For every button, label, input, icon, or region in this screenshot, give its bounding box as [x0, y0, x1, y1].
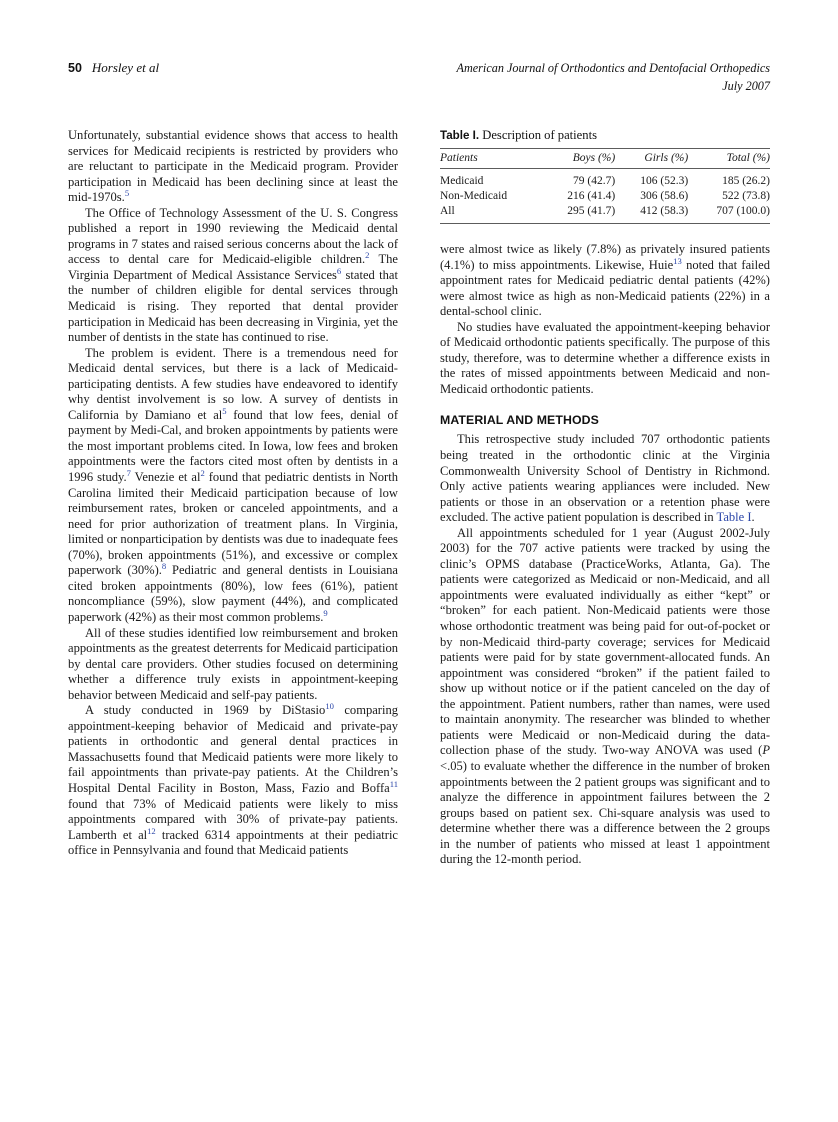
table-1-block: [440, 128, 770, 224]
paragraph-purpose: No studies have evaluated the appointment-keeping behavior of Medicaid orthodontic patients specifically. The purpose of this study, therefore, was to determine whether a difference exists in the rates of missed appointments between Medicaid and non-Medicaid orthodontic patients.: [440, 319, 770, 396]
statistic-symbol: P: [762, 743, 770, 758]
table-description-of-patients: [440, 148, 770, 224]
reference-marker[interactable]: 9: [323, 607, 328, 618]
running-head-left: [68, 60, 159, 76]
table-cell-total: 707 (100.0): [688, 204, 770, 224]
table-cell-total: 185 (26.2): [722, 175, 770, 187]
paragraph-ota-text-c: stated that the number of children eligible for dental services through Medicaid is rising. They reported that dental provider participation in Medicaid has been decreasing in Virginia, yet the number of dentists in the state has continued to rise.: [68, 267, 398, 345]
column-left: [68, 128, 398, 859]
paragraph-study-population: [440, 432, 770, 525]
reference-marker[interactable]: 5: [124, 188, 130, 199]
paragraph-problem-text-b: found that low fees, denial of payment by Medi-Cal, and broken appointments by patients were the most important problems cited. In Iowa, low fees and broken appointments were the factors cited most often by dentists in a 1996 study.: [68, 407, 398, 485]
issue-date: July 2007: [722, 78, 770, 93]
table-row: [440, 169, 770, 189]
reference-marker[interactable]: 10: [325, 701, 334, 712]
table-cell-boys: 295 (41.7): [542, 204, 615, 224]
reference-marker[interactable]: 2: [200, 467, 205, 478]
reference-marker[interactable]: 6: [336, 265, 342, 276]
table-caption: [440, 128, 770, 143]
reference-marker[interactable]: 5: [222, 405, 227, 416]
table-1-link[interactable]: Table I: [716, 510, 752, 525]
running-head-right: [457, 60, 770, 95]
paragraph-distasio-text-c: found that 73% of Medicaid patients were likely to miss appointments compared with 30% of private-pay patients. Lamberth et al: [68, 796, 398, 842]
paragraph-problem: [68, 346, 398, 626]
paragraph-methods-text-b: <.05) to evaluate whether the difference in the number of broken appointments between the 2 patient groups was significant and to analyze the difference in appointment failures between the 2 groups based on patient sex. Chi-square analysis was used to determine whether there was a difference between the 2 groups in the number of patients who missed at least 1 appointment during the 12-month period.: [440, 758, 770, 867]
table-body: [440, 169, 770, 224]
table-cell-group: Non-Medicaid: [440, 190, 508, 202]
table-row: [440, 204, 770, 224]
table-caption-text: Description of patients: [482, 128, 597, 142]
running-head-authors: Horsley et al: [91, 60, 160, 75]
paragraph-huie-text-a: were almost twice as likely (7.8%) as privately insured patients (4.1%) to miss appointments. Likewise, Huie: [440, 242, 770, 272]
table-cell-girls: 412 (58.3): [615, 204, 688, 224]
table-label: Table I.: [440, 129, 480, 142]
table-cell-girls: 106 (52.3): [640, 175, 689, 187]
paragraph-ota-text-b: The Virginia Department of Medical Assistance Services: [68, 252, 398, 282]
table-cell-boys: 216 (41.4): [567, 190, 616, 202]
table-row: [440, 189, 770, 204]
table-header-row: [440, 149, 770, 169]
paragraph-distasio-text-d: tracked 6314 appointments at their pediatric office in Pennsylvania and found that Medicaid patients: [68, 827, 398, 858]
paragraph-problem-text-c: Venezie et al: [130, 470, 201, 485]
paragraph-distasio-text-a: A study conducted in 1969 by DiStasio: [85, 703, 326, 718]
table-header-boys: Boys (%): [542, 149, 615, 169]
reference-marker[interactable]: 2: [365, 250, 370, 261]
reference-marker[interactable]: 8: [161, 561, 167, 572]
two-column-body: [68, 128, 770, 1088]
paragraph-distasio: [68, 703, 398, 858]
page-number: 50: [68, 61, 82, 75]
table-header-girls: Girls (%): [615, 149, 688, 169]
paragraph-intro-text: Unfortunately, substantial evidence shows that access to health services for Medicaid recipients is restricted by providers who are reluctant to participate in the Medicaid program. Provider participation in Medicaid has been declining since at least the mid-1970s.: [68, 128, 398, 205]
paragraph-huie-text-b: noted that failed appointment rates for Medicaid pediatric dental patients (42%) were almost twice as high as non-Medicaid patients (22%) in a dental-school clinic.: [440, 257, 770, 319]
reference-marker[interactable]: 11: [389, 778, 398, 789]
reference-marker[interactable]: 13: [673, 255, 682, 266]
paragraph-ota: [68, 206, 398, 346]
paragraph-intro: [68, 128, 398, 206]
paragraph-methods-text-a: All appointments scheduled for 1 year (August 2002-July 2003) for the 707 active patients were tracked by using the clinic’s OPMS database (PracticeWorks, Atlanta, Ga). The patients were categorized as Medicaid or non-Medicaid, and all appointments were evaluated individually as either “kept” or “broken” for each patient. Non-Medicaid patients were those whose orthodontic treatment was being paid for out-of-pocket or by non-Medicaid third-party coverage; services for Medicaid patients were paid for by state government-allocated funds. An appointment was considered “broken” if the patient failed to show up without notice or if the patient canceled on the day of the appointment. Patient numbers, rather than names, were used to maintain anonymity. The researcher was blinded to whether patients were Medicaid or non-Medicaid during the data-collection phase of the study. Two-way ANOVA was used (: [440, 525, 770, 758]
reference-marker[interactable]: 7: [126, 467, 131, 478]
table-header-total: Total (%): [688, 149, 770, 169]
table-cell-girls: 306 (58.6): [640, 190, 689, 202]
paragraph-study-population-text: This retrospective study included 707 orthodontic patients being treated in the orthodontic clinic at the Virginia Commonwealth University School of Dentistry in Richmond. Only active patients wearing appliances were included. New patients or those in an observation or a retention phase were excluded. The active patient population is described in: [440, 432, 770, 525]
table-cell-total: 522 (73.8): [722, 190, 770, 202]
paragraph-study-population-period: .: [751, 510, 755, 525]
table-cell-group: All: [440, 204, 542, 224]
journal-title: American Journal of Orthodontics and Dentofacial Orthopedics: [456, 61, 770, 75]
table-head: [440, 149, 770, 169]
reference-marker[interactable]: 12: [147, 825, 156, 836]
paragraph-methods: [440, 526, 770, 868]
column-right: [440, 128, 770, 868]
table-header-patients: Patients: [440, 149, 542, 169]
paragraph-problem-text-d: found that pediatric dentists in North Carolina limited their Medicaid participation because of low reimbursement rates, broken or canceled appointments, and a need for prior authorization of treatment plans. In Virginia, limited or nonparticipation by dentists was due to inadequate fees (70%), broken appointments (51%), and excessive or complex paperwork (30%).: [68, 470, 398, 578]
table-cell-group: Medicaid: [440, 175, 484, 187]
section-heading-material-and-methods: MATERIAL AND METHODS: [440, 413, 599, 428]
paragraph-problem-text-e: Pediatric and general dentists in Louisiana cited broken appointments (80%), low fees (61%), patient noncompliance (59%), slow payment (44%), and complicated paperwork (42%) as their most common problems.: [68, 563, 398, 624]
table-cell-boys: 79 (42.7): [573, 175, 616, 187]
paragraph-distasio-text-b: comparing appointment-keeping behavior of Medicaid and private-pay patients in orthodontic and general dental practices in Massachusetts found that Medicaid patients were more likely to fail appointments than private-pay patients. At the Children’s Hospital Dental Facility in Boston, Mass, Fazio and Boffa: [68, 703, 399, 795]
paragraph-huie: [440, 242, 770, 320]
paragraph-deterrents: All of these studies identified low reimbursement and broken appointments as the greatest deterrents for Medicaid participation by dental care providers. Other studies focused on determining whether a difference truly exists in appointment-keeping behavior between Medicaid and self-pay patients.: [68, 625, 398, 702]
running-head: [68, 60, 770, 95]
paragraph-problem-text-a: The problem is evident. There is a tremendous need for Medicaid dental services, but there is a lack of Medicaid-participating dentists. A few studies have endeavored to identify why dentist involvement is so low. A survey of dentists in California by Damiano et al: [68, 345, 398, 422]
paragraph-ota-text-a: The Office of Technology Assessment of the U. S. Congress published a report in 1990 reviewing the Medicaid dental programs in 7 states and raised serious concerns about the lack of access to dental care for Medicaid-eligible children.: [68, 205, 398, 267]
